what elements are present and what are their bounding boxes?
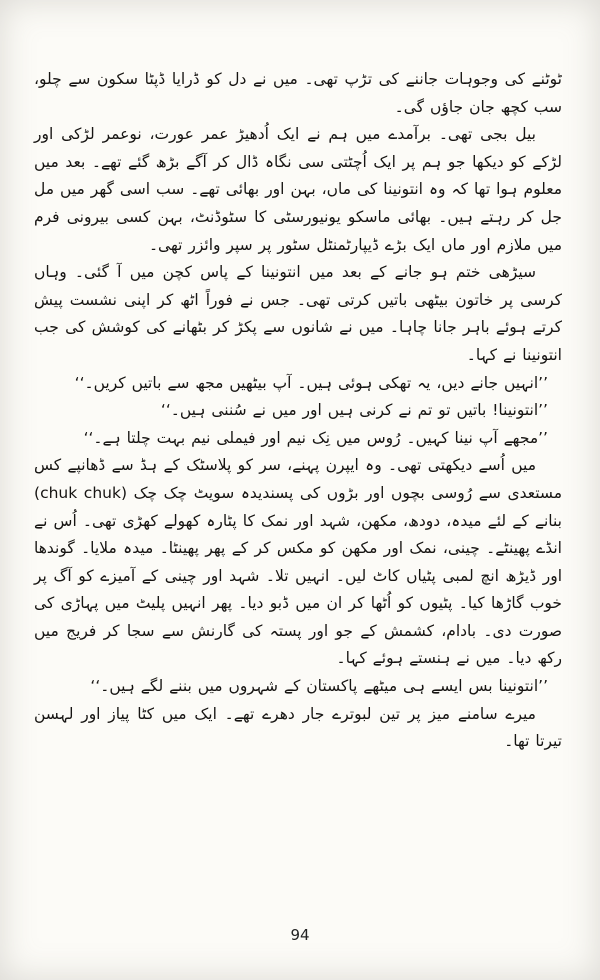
paragraph: سیڑھی ختم ہو جانے کے بعد میں انتونینا کے پاس کچن میں آ گئی۔ وہاں کرسی پر خاتون بیٹھی باتیں کرتی تھی۔ جس نے فوراً اٹھ کر اپنی نشست پیش کرتے ہوئے باہر جانا چاہا۔ میں نے شانوں سے پکڑ کر بٹھانے کی کوشش کی جب انتونینا نے کہا۔	[34, 263, 562, 364]
paragraph-continuation: ٹوٹنے کی وجوہات جاننے کی تڑپ تھی۔ میں نے دل کو ڈرایا ڈپٹا سکون سے چلو، سب کچھ جان جاؤں گی۔	[34, 70, 562, 116]
dialogue-line: ’’انتونینا! باتیں تو تم نے کرنی ہیں اور میں نے سُننی ہیں۔‘‘	[160, 401, 548, 420]
paragraph: بیل بجی تھی۔ برآمدے میں ہم نے ایک اُدھیڑ عمر عورت، نوعمر لڑکی اور لڑکے کو دیکھا جو ہم پر ایک اُچٹتی سی نگاہ ڈال کر آگے بڑھ گئے تھے۔ بعد میں معلوم ہوا تھا کہ وہ انتونینا کی ماں، بہن اور بھائی تھے۔ سب اسی گھر میں مل جل کر رہتے ہیں۔ بھائی ماسکو یونیورسٹی کا سٹوڈنٹ، بہن کسی بیرونی فرم میں ملازم اور ماں ایک بڑے ڈیپارٹمنٹل سٹور پر سپر وائزر تھی۔	[34, 125, 562, 254]
paragraph: میں اُسے دیکھتی تھی۔ وہ ایپرن پہنے، سر کو پلاسٹک کے ہڈ سے ڈھانپے کس مستعدی سے رُوسی بچوں اور بڑوں کی پسندیدہ سویٹ چک چک (chuk chuk) بنانے کے لئے میدہ، دودھ، مکھن، شہد اور نمک کا پٹارہ کھولے کھڑی تھی۔ اُس نے انڈے پھینٹے۔ چینی، نمک اور مکھن کو مکس کر کے پھر پھینٹا۔ میدہ ملایا۔ گوندھا اور ڈیڑھ انچ لمبی پٹیاں کاٹ لیں۔ انہیں تلا۔ شہد اور چینی کے آمیزے کو آگ پر خوب گاڑھا کیا۔ پٹیوں کو اُٹھا کر ان میں ڈبو دیا۔ پھر انہیں پلیٹ میں پہاڑی کی صورت دی۔ بادام، کشمش کے جو اور پستہ کی گارنش سے سجا کر فریج میں رکھ دیا۔ میں نے ہنستے ہوئے کہا۔	[34, 456, 563, 668]
paragraph: میرے سامنے میز پر تین لبوترے جار دھرے تھے۔ ایک میں کٹا پیاز اور لہسن تیرتا تھا۔	[34, 704, 562, 751]
page-text	[34, 66, 562, 756]
dialogue-line: ’’مجھے آپ نینا کہیں۔ رُوس میں نِک نیم اور فیملی نیم بہت چلتا ہے۔‘‘	[83, 428, 548, 447]
dialogue-line: ’’انہیں جانے دیں، یہ تھکی ہوئی ہیں۔ آپ بیٹھیں مجھ سے باتیں کریں۔‘‘	[74, 373, 548, 392]
dialogue-line: ’’انتونینا بس ایسے ہی میٹھے پاکستان کے شہروں میں بننے لگے ہیں۔‘‘	[90, 677, 548, 696]
page-number: 94	[290, 926, 310, 944]
